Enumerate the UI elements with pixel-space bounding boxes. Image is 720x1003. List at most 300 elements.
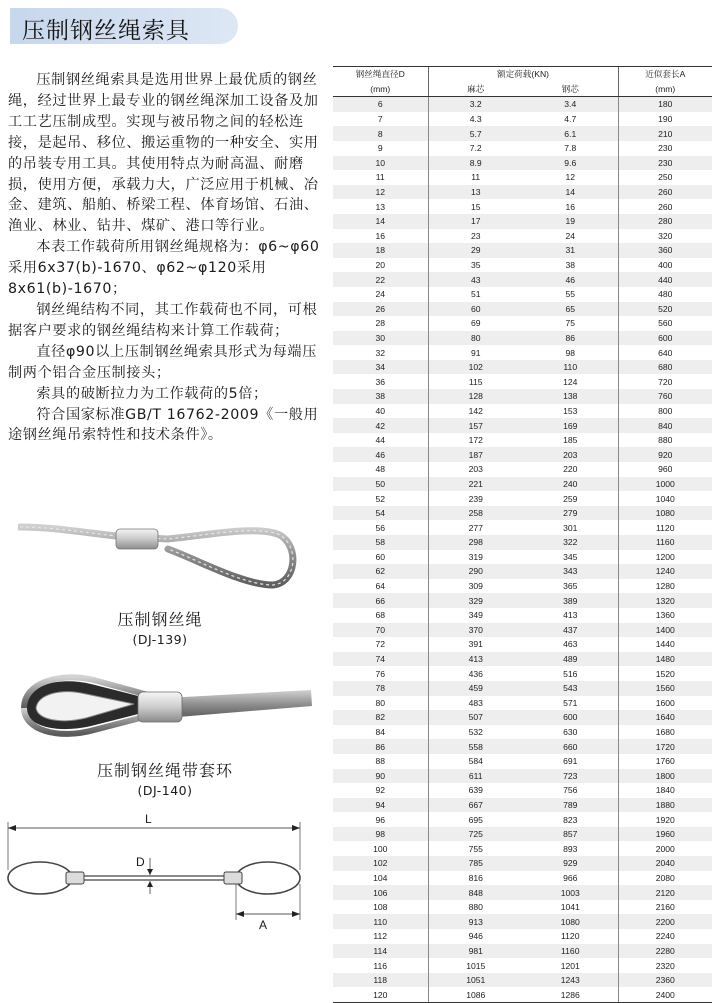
column-header-fiber-core: 麻芯 [428,82,523,97]
table-row [333,812,712,827]
cell-fiber-core-load: 239 [428,491,523,506]
cell-fiber-core-load: 51 [428,287,523,302]
cell-fiber-core-load: 15 [428,199,523,214]
cell-fiber-core-load: 349 [428,608,523,623]
cell-diameter: 18 [333,243,428,258]
cell-sleeve-length: 400 [618,258,712,273]
cell-diameter: 74 [333,652,428,667]
description-paragraph: 符合国家标准GB/T 16762-2009《一般用途钢丝绳吊索特性和技术条件》。 [8,406,319,444]
cell-sleeve-length: 2360 [618,973,712,988]
cell-steel-core-load: 16 [523,199,618,214]
cell-diameter: 96 [333,812,428,827]
table-row [333,126,712,141]
cell-diameter: 118 [333,973,428,988]
table-row [333,112,712,127]
table-row [333,229,712,244]
cell-sleeve-length: 1960 [618,827,712,842]
pressed-wire-rope-with-thimble-image [16,668,316,748]
cell-steel-core-load: 12 [523,170,618,185]
cell-fiber-core-load: 483 [428,696,523,711]
cell-steel-core-load: 124 [523,374,618,389]
cell-fiber-core-load: 755 [428,841,523,856]
cell-sleeve-length: 1440 [618,637,712,652]
cell-steel-core-load: 110 [523,360,618,375]
cell-diameter: 12 [333,185,428,200]
title-banner [10,8,238,44]
cell-diameter: 76 [333,666,428,681]
cell-steel-core-load: 185 [523,433,618,448]
description-paragraph: 压制钢丝绳索具是选用世界上最优质的钢丝绳，经过世界上最专业的钢丝绳深加工设备及加工工艺压制成型。实现与被吊物之间的轻松连接，是起吊、移位、搬运重物的一种安全、实用的吊装专用工具。其使用特点为耐高温、耐磨损，使用方便，承载力大，广泛应用于机械、冶金、建筑、船舶、桥梁工程、体育场馆、石油、渔业、林业、钻井、煤矿、港口等行业。 [8,72,319,235]
cell-sleeve-length: 2240 [618,929,712,944]
cell-diameter: 50 [333,477,428,492]
cell-diameter: 24 [333,287,428,302]
cell-sleeve-length: 1640 [618,710,712,725]
cell-sleeve-length: 1560 [618,681,712,696]
cell-sleeve-length: 640 [618,345,712,360]
table-row [333,97,712,112]
cell-steel-core-load: 345 [523,550,618,565]
cell-fiber-core-load: 329 [428,593,523,608]
table-row [333,535,712,550]
cell-sleeve-length: 2320 [618,958,712,973]
cell-fiber-core-load: 60 [428,302,523,317]
cell-steel-core-load: 1120 [523,929,618,944]
table-row [333,725,712,740]
cell-sleeve-length: 1280 [618,579,712,594]
cell-fiber-core-load: 91 [428,345,523,360]
cell-fiber-core-load: 532 [428,725,523,740]
cell-diameter: 7 [333,112,428,127]
cell-steel-core-load: 789 [523,798,618,813]
cell-fiber-core-load: 203 [428,462,523,477]
table-row [333,666,712,681]
cell-sleeve-length: 1880 [618,798,712,813]
table-row [333,302,712,317]
cell-diameter: 11 [333,170,428,185]
cell-fiber-core-load: 8.9 [428,156,523,171]
cell-diameter: 110 [333,914,428,929]
cell-steel-core-load: 1243 [523,973,618,988]
table-row [333,579,712,594]
cell-sleeve-length: 2400 [618,987,712,1002]
cell-diameter: 14 [333,214,428,229]
cell-fiber-core-load: 913 [428,914,523,929]
cell-sleeve-length: 1080 [618,506,712,521]
cell-fiber-core-load: 309 [428,579,523,594]
cell-steel-core-load: 259 [523,491,618,506]
cell-sleeve-length: 230 [618,141,712,156]
cell-diameter: 90 [333,769,428,784]
cell-steel-core-load: 1080 [523,914,618,929]
cell-steel-core-load: 46 [523,272,618,287]
table-row [333,214,712,229]
cell-sleeve-length: 260 [618,185,712,200]
cell-diameter: 13 [333,199,428,214]
table-row [333,958,712,973]
product-code: (DJ-139) [132,632,188,647]
product-caption-dj140 [55,758,275,798]
cell-fiber-core-load: 695 [428,812,523,827]
cell-steel-core-load: 823 [523,812,618,827]
table-row [333,331,712,346]
cell-sleeve-length: 250 [618,170,712,185]
cell-fiber-core-load: 11 [428,170,523,185]
cell-diameter: 68 [333,608,428,623]
cell-steel-core-load: 389 [523,593,618,608]
cell-diameter: 66 [333,593,428,608]
cell-steel-core-load: 1041 [523,900,618,915]
cell-diameter: 72 [333,637,428,652]
cell-fiber-core-load: 290 [428,564,523,579]
table-row [333,404,712,419]
cell-sleeve-length: 1200 [618,550,712,565]
cell-diameter: 102 [333,856,428,871]
cell-diameter: 108 [333,900,428,915]
cell-sleeve-length: 360 [618,243,712,258]
cell-steel-core-load: 220 [523,462,618,477]
cell-steel-core-load: 301 [523,520,618,535]
cell-diameter: 100 [333,841,428,856]
cell-steel-core-load: 893 [523,841,618,856]
cell-steel-core-load: 279 [523,506,618,521]
cell-sleeve-length: 1840 [618,783,712,798]
cell-sleeve-length: 560 [618,316,712,331]
cell-sleeve-length: 920 [618,447,712,462]
cell-diameter: 6 [333,97,428,112]
cell-diameter: 78 [333,681,428,696]
cell-steel-core-load: 322 [523,535,618,550]
cell-steel-core-load: 169 [523,418,618,433]
cell-sleeve-length: 1160 [618,535,712,550]
table-row [333,871,712,886]
table-subheader-row [333,82,712,97]
cell-sleeve-length: 1000 [618,477,712,492]
column-unit-diameter: (mm) [333,82,428,97]
cell-sleeve-length: 1680 [618,725,712,740]
cell-diameter: 82 [333,710,428,725]
cell-fiber-core-load: 639 [428,783,523,798]
cell-fiber-core-load: 507 [428,710,523,725]
cell-steel-core-load: 630 [523,725,618,740]
cell-sleeve-length: 880 [618,433,712,448]
cell-diameter: 62 [333,564,428,579]
table-row [333,185,712,200]
cell-fiber-core-load: 17 [428,214,523,229]
cell-sleeve-length: 1480 [618,652,712,667]
cell-steel-core-load: 1003 [523,885,618,900]
cell-steel-core-load: 240 [523,477,618,492]
table-row [333,681,712,696]
table-row [333,739,712,754]
cell-steel-core-load: 343 [523,564,618,579]
table-row [333,754,712,769]
dimension-label-length: L [145,812,152,826]
cell-sleeve-length: 210 [618,126,712,141]
table-row [333,856,712,871]
cell-steel-core-load: 966 [523,871,618,886]
table-row [333,973,712,988]
cell-sleeve-length: 960 [618,462,712,477]
cell-fiber-core-load: 816 [428,871,523,886]
cell-diameter: 86 [333,739,428,754]
page-title: 压制钢丝绳索具 [22,18,190,44]
table-row [333,447,712,462]
cell-steel-core-load: 660 [523,739,618,754]
cell-diameter: 20 [333,258,428,273]
table-header-row [333,67,712,82]
cell-steel-core-load: 75 [523,316,618,331]
cell-sleeve-length: 190 [618,112,712,127]
cell-steel-core-load: 31 [523,243,618,258]
cell-steel-core-load: 55 [523,287,618,302]
table-row [333,564,712,579]
cell-diameter: 40 [333,404,428,419]
table-row [333,841,712,856]
cell-diameter: 92 [333,783,428,798]
cell-fiber-core-load: 29 [428,243,523,258]
cell-steel-core-load: 1286 [523,987,618,1002]
cell-diameter: 36 [333,374,428,389]
cell-diameter: 64 [333,579,428,594]
cell-sleeve-length: 2040 [618,856,712,871]
cell-fiber-core-load: 880 [428,900,523,915]
table-row [333,491,712,506]
cell-diameter: 30 [333,331,428,346]
cell-steel-core-load: 65 [523,302,618,317]
cell-diameter: 46 [333,447,428,462]
cell-fiber-core-load: 172 [428,433,523,448]
cell-steel-core-load: 203 [523,447,618,462]
table-row [333,316,712,331]
cell-steel-core-load: 3.4 [523,97,618,112]
cell-fiber-core-load: 558 [428,739,523,754]
table-row [333,477,712,492]
description-paragraph: 本表工作载荷所用钢丝绳规格为：φ6~φ60采用6x37(b)-1670、φ62~φ120采用8x61(b)-1670； [8,239,320,298]
cell-diameter: 120 [333,987,428,1002]
table-row [333,608,712,623]
cell-fiber-core-load: 80 [428,331,523,346]
cell-diameter: 84 [333,725,428,740]
cell-diameter: 9 [333,141,428,156]
cell-sleeve-length: 1360 [618,608,712,623]
product-name: 压制钢丝绳带套环 [96,761,233,780]
cell-diameter: 60 [333,550,428,565]
cell-fiber-core-load: 69 [428,316,523,331]
cell-steel-core-load: 723 [523,769,618,784]
description-text [8,70,328,446]
column-header-load: 额定荷载(KN) [428,67,618,82]
cell-diameter: 104 [333,871,428,886]
cell-fiber-core-load: 258 [428,506,523,521]
cell-sleeve-length: 1240 [618,564,712,579]
cell-fiber-core-load: 1051 [428,973,523,988]
cell-sleeve-length: 1720 [618,739,712,754]
cell-fiber-core-load: 667 [428,798,523,813]
cell-diameter: 28 [333,316,428,331]
table-row [333,769,712,784]
cell-sleeve-length: 600 [618,331,712,346]
cell-steel-core-load: 1160 [523,944,618,959]
specification-table [333,66,712,1003]
cell-diameter: 80 [333,696,428,711]
table-row [333,345,712,360]
cell-fiber-core-load: 848 [428,885,523,900]
table-row [333,710,712,725]
dimension-diagram [4,808,314,938]
cell-diameter: 10 [333,156,428,171]
cell-fiber-core-load: 43 [428,272,523,287]
cell-steel-core-load: 14 [523,185,618,200]
column-header-length: 近似套长A [618,67,712,82]
cell-sleeve-length: 1760 [618,754,712,769]
cell-fiber-core-load: 981 [428,944,523,959]
cell-fiber-core-load: 128 [428,389,523,404]
cell-diameter: 8 [333,126,428,141]
cell-sleeve-length: 180 [618,97,712,112]
cell-fiber-core-load: 319 [428,550,523,565]
table-row [333,170,712,185]
table-row [333,593,712,608]
table-row [333,418,712,433]
product-name: 压制钢丝绳 [117,610,203,629]
cell-fiber-core-load: 584 [428,754,523,769]
cell-diameter: 56 [333,520,428,535]
cell-diameter: 34 [333,360,428,375]
cell-diameter: 88 [333,754,428,769]
cell-diameter: 98 [333,827,428,842]
cell-sleeve-length: 2000 [618,841,712,856]
table-row [333,783,712,798]
product-code: (DJ-140) [137,783,193,798]
description-paragraph: 索具的破断拉力为工作载荷的5倍； [36,385,268,402]
cell-diameter: 106 [333,885,428,900]
table-body [333,97,712,1003]
cell-diameter: 112 [333,929,428,944]
cell-sleeve-length: 760 [618,389,712,404]
cell-fiber-core-load: 611 [428,769,523,784]
table-row [333,623,712,638]
table-row [333,243,712,258]
table-row [333,506,712,521]
cell-steel-core-load: 600 [523,710,618,725]
cell-sleeve-length: 1040 [618,491,712,506]
cell-steel-core-load: 543 [523,681,618,696]
cell-sleeve-length: 2080 [618,871,712,886]
cell-fiber-core-load: 436 [428,666,523,681]
cell-steel-core-load: 691 [523,754,618,769]
table-row [333,696,712,711]
cell-sleeve-length: 2120 [618,885,712,900]
description-paragraph: 直径φ90以上压制钢丝绳索具形式为每端压制两个铝合金压制接头； [8,343,317,381]
cell-fiber-core-load: 4.3 [428,112,523,127]
table-row [333,885,712,900]
cell-diameter: 114 [333,944,428,959]
cell-sleeve-length: 720 [618,374,712,389]
cell-sleeve-length: 230 [618,156,712,171]
cell-fiber-core-load: 298 [428,535,523,550]
cell-fiber-core-load: 157 [428,418,523,433]
cell-fiber-core-load: 3.2 [428,97,523,112]
table-row [333,520,712,535]
cell-diameter: 32 [333,345,428,360]
cell-steel-core-load: 24 [523,229,618,244]
cell-diameter: 22 [333,272,428,287]
cell-fiber-core-load: 413 [428,652,523,667]
cell-steel-core-load: 6.1 [523,126,618,141]
cell-sleeve-length: 480 [618,287,712,302]
cell-sleeve-length: 1520 [618,666,712,681]
cell-steel-core-load: 929 [523,856,618,871]
cell-diameter: 52 [333,491,428,506]
cell-steel-core-load: 463 [523,637,618,652]
cell-fiber-core-load: 7.2 [428,141,523,156]
cell-diameter: 54 [333,506,428,521]
cell-sleeve-length: 1400 [618,623,712,638]
table-row [333,914,712,929]
cell-fiber-core-load: 459 [428,681,523,696]
cell-steel-core-load: 98 [523,345,618,360]
column-header-diameter: 钢丝绳直径D [333,67,428,82]
cell-steel-core-load: 153 [523,404,618,419]
cell-fiber-core-load: 725 [428,827,523,842]
table-row [333,550,712,565]
table-row [333,287,712,302]
cell-fiber-core-load: 785 [428,856,523,871]
cell-sleeve-length: 1600 [618,696,712,711]
cell-fiber-core-load: 946 [428,929,523,944]
table-row [333,987,712,1002]
cell-fiber-core-load: 35 [428,258,523,273]
table-row [333,637,712,652]
cell-sleeve-length: 1800 [618,769,712,784]
table-row [333,389,712,404]
column-unit-length: (mm) [618,82,712,97]
cell-steel-core-load: 489 [523,652,618,667]
cell-diameter: 70 [333,623,428,638]
table-row [333,827,712,842]
table-row [333,944,712,959]
cell-steel-core-load: 7.8 [523,141,618,156]
cell-diameter: 44 [333,433,428,448]
cell-sleeve-length: 680 [618,360,712,375]
cell-steel-core-load: 38 [523,258,618,273]
cell-steel-core-load: 19 [523,214,618,229]
column-header-steel-core: 钢芯 [523,82,618,97]
cell-diameter: 42 [333,418,428,433]
dimension-label-diameter: D [136,855,145,869]
cell-steel-core-load: 365 [523,579,618,594]
pressed-wire-rope-image [18,505,303,610]
cell-diameter: 26 [333,302,428,317]
cell-steel-core-load: 86 [523,331,618,346]
cell-fiber-core-load: 115 [428,374,523,389]
cell-sleeve-length: 520 [618,302,712,317]
cell-steel-core-load: 437 [523,623,618,638]
table-row [333,272,712,287]
table-row [333,433,712,448]
dimension-label-eye: A [259,918,268,932]
table-row [333,199,712,214]
cell-sleeve-length: 800 [618,404,712,419]
cell-diameter: 38 [333,389,428,404]
cell-fiber-core-load: 102 [428,360,523,375]
table-row [333,141,712,156]
cell-steel-core-load: 857 [523,827,618,842]
cell-diameter: 116 [333,958,428,973]
product-caption-dj139 [60,607,260,647]
cell-sleeve-length: 1120 [618,520,712,535]
cell-sleeve-length: 2160 [618,900,712,915]
